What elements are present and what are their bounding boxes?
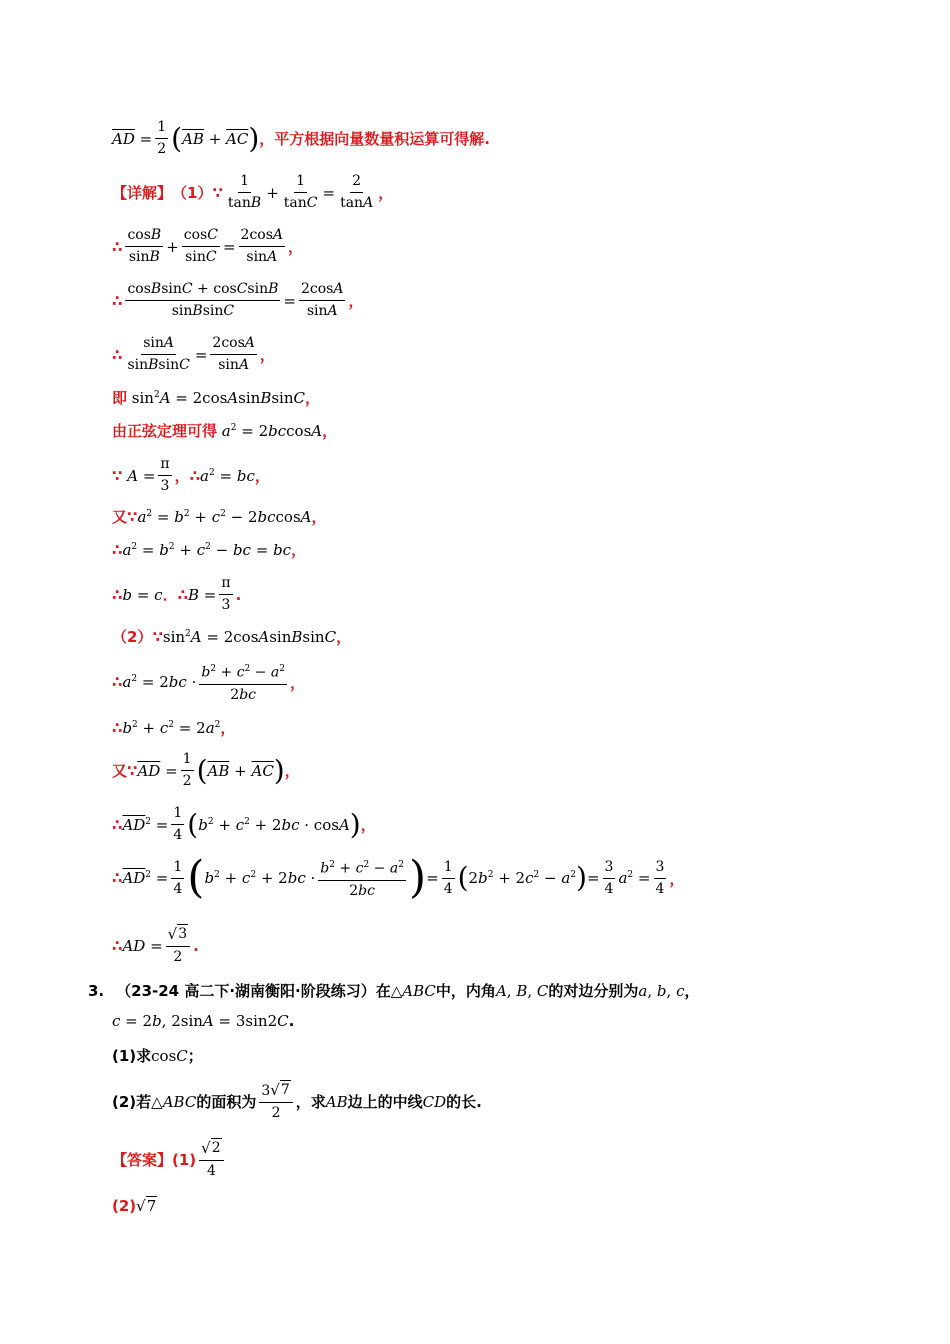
q2-text-a: 的面积为 (196, 1093, 257, 1111)
problem-3-statement: 3. （23-24 高二下·湖南衡阳·阶段练习） 在 △ABC 中，内角 A, B, C 的对边分别为 a, b, c ， (88, 981, 700, 1000)
answer-1-label: (1) (172, 1150, 197, 1169)
detail-step-7: ∵ A = $\frac{\pi}{3}$ ，∴ $a^2$ = bc ， (112, 456, 270, 494)
step-ji: 即 (112, 389, 128, 407)
problem-number: 3. (88, 981, 105, 1000)
detail-step-16: ∴ $\overline{AD}^2$ = $\frac{1}{4}$ ( $b^2 + c^2 + 2bc$ · $\frac{b^2 + c^2 - a^2}{2bc}$ ) = $\frac{1}{4}$ ( $2b^2 + 2c^2 - a^2$ ) = $\frac{3}{4}$ $a^2$ = $\frac{3}{4}$ ， (112, 852, 685, 904)
detail-step-9: ∴ $a^2 = b^2 + c^2$ − bc = bc ， (112, 540, 307, 559)
q1-label: (1)求 (112, 1047, 152, 1065)
part2-label: （2） (112, 628, 153, 646)
q2-text-d: 的长. (446, 1093, 482, 1111)
q2-text-c: 边上的中线 (347, 1093, 423, 1111)
detail-step-1: 【详解】 （1） ∵ $\frac{1}{\tan B}$ + $\frac{1}{\tan C}$ = $\frac{2}{\tan A}$ ， (112, 173, 394, 211)
problem-question-1: (1)求 cosC ； (112, 1046, 203, 1065)
problem-question-2: (2)若 △ABC 的面积为 3 √ 7 2 ，求 AB 边上的中线 CD 的长. (112, 1081, 482, 1121)
detail-step-14: 又 ∵ $\overline{AD}$ = $\frac{1}{2}$ ( $\overline{AB} + \overline{AC}$ ) ， (112, 751, 300, 789)
answer-2: (2) √ 7 (112, 1196, 157, 1215)
detail-label: 【详解】 (112, 184, 173, 202)
answer-label: 【答案】 (112, 1151, 173, 1169)
problem-text-c: 的对边分别为 (548, 982, 639, 1000)
formula-ad-vector: $\overline{AD}$ = $\frac{1}{2}$ ( $\overline{AB} + \overline{AC}$ ) ，平方根据向量数量积运算可得解. (112, 119, 490, 157)
step-you: 又 (112, 508, 128, 526)
detail-step-4: ∴ $\frac{\sin A}{\text{sinBsinC}}$ = $\frac{2\cos A}{\sin A}$ ， (112, 335, 275, 373)
detail-step-8: 又 ∵ $a^2 = b^2 + c^2 - 2bccosA$ ， (112, 507, 327, 526)
q2-text-b: ，求 (295, 1093, 326, 1111)
hint-text: ，平方根据向量数量积运算可得解. (259, 130, 490, 148)
problem-text-b: 中，内角 (435, 982, 496, 1000)
detail-step-15: ∴ $\overline{AD}^2$ = $\frac{1}{4}$ ( $b^2 + c^2 + 2bc \cdot \cos A$ ) ， (112, 805, 376, 843)
q2-label: (2)若 (112, 1093, 152, 1111)
answer-2-label: (2) (112, 1196, 137, 1215)
detail-step-5: 即 $\sin^2A$ = 2cosAsinBsinC ， (112, 388, 320, 407)
detail-step-11: （2） ∵ $\sin^2A$ = 2cosAsinBsinC ， (112, 627, 352, 646)
problem-3-condition: c = 2b, 2sinA = 3sin2C . (112, 1012, 295, 1030)
problem-source: （23-24 高二下·湖南衡阳·阶段练习） (116, 982, 376, 1000)
detail-step-10: ∴ b = c ．∴ B = $\frac{\pi}{3}$ . (112, 575, 242, 613)
part1-label: （1） (172, 184, 213, 202)
detail-step-13: ∴ $b^2 + c^2 = 2a^2$ ， (112, 718, 236, 737)
detail-step-3: ∴ $\frac{\text{cosBsinC + cosCsinB}}{\text{sinBsinC}}$ = $\frac{2\cos A}{\sin A}$ ， (112, 281, 364, 319)
detail-step-17: ∴ AD = √ 3 2 . (112, 925, 199, 965)
answer-1: 【答案】 (1) √ 2 4 (112, 1138, 227, 1181)
step-sine-law: 由正弦定理可得 (112, 422, 218, 440)
detail-step-12: ∴ $a^2 = 2bc$ · $\frac{b^2 + c^2 - a^2}{2bc}$ ， (112, 660, 305, 705)
problem-text-a: 在 (375, 982, 391, 1000)
step-you-2: 又 (112, 762, 128, 780)
detail-step-2: ∴ $\frac{\cos B}{\sin B}$ + $\frac{\cos C}{\sin C}$ = $\frac{2\cos A}{\sin A}$ ， (112, 227, 304, 265)
detail-step-6: 由正弦定理可得 $a^2 = 2bccosA$ ， (112, 421, 338, 440)
